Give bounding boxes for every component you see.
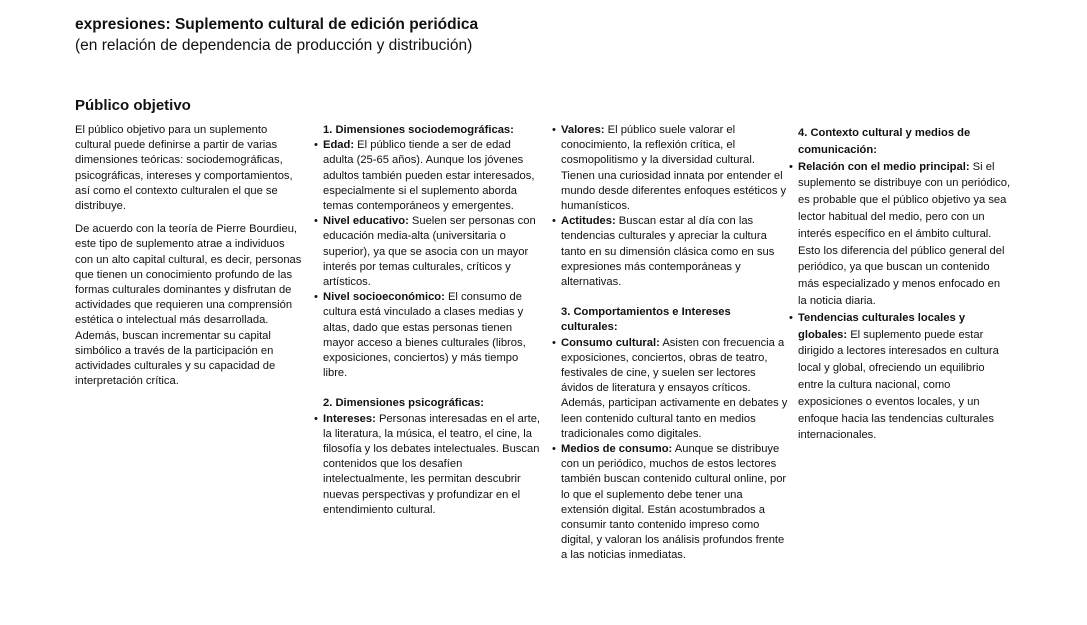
item-term: Consumo cultural: — [561, 336, 660, 349]
dimension-list — [552, 336, 788, 564]
list-item — [552, 214, 788, 290]
item-text: Buscan estar al día con las tendencias culturales y apreciar la cultura tanto en su dimensión clásica como en sus expresiones más contemporáneas y alternativas. — [561, 215, 775, 289]
item-term: Nivel socioeconómico: — [323, 291, 445, 304]
dimensions-column-2 — [552, 123, 788, 564]
list-item — [789, 159, 1011, 310]
item-term: Edad: — [323, 139, 355, 152]
spacer — [552, 290, 788, 305]
item-term: Actitudes: — [561, 215, 616, 228]
item-text: Personas interesadas en el arte, la literatura, la música, el teatro, el cine, la filosofía y los debates intelectuales. Buscan contenidos que los desafíen intelectualmente, les permitan descubrir nuevas perspectivas y profundizar en el entendimiento cultural. — [323, 412, 541, 516]
dimensions-column-1 — [314, 123, 542, 518]
brand-name: expresiones: — [75, 16, 171, 33]
dimension-list — [552, 123, 788, 290]
list-item — [314, 412, 542, 518]
list-item — [314, 290, 542, 381]
item-term: Intereses: — [323, 412, 376, 425]
item-text: Si el suplemento se distribuye con un periódico, es probable que el público objetivo ya sea lector habitual del medio, pero con un interés específico en el ámbito cultural. Esto los diferencia del público general del periódico, ya que buscan un contenido más especializado y menos enfocado en la noticia diaria. — [798, 160, 1011, 307]
dimension-list — [314, 138, 542, 381]
title-text: Suplemento cultural de edición periódica — [170, 16, 479, 33]
item-text: El consumo de cultura está vinculado a clases medias y altas, dado que estas personas tienen mayor acceso a bienes culturales (libros, exposiciones, conciertos) y más tiempo libre. — [323, 291, 526, 380]
list-item — [552, 336, 788, 442]
dimension-heading: 4. Contexto cultural y medios de comunicación: — [798, 127, 971, 156]
document-subtitle: (en relación de dependencia de producción y distribución) — [75, 37, 473, 54]
item-text: Asisten con frecuencia a exposiciones, conciertos, obras de teatro, festivales de cine, y suelen ser lectores ávidos de literatura y ensayos críticos. Además, participan activamente en debates y leen contenido cultural tanto en medios tradicionales como digitales. — [561, 336, 788, 440]
dimensions-column-3 — [789, 125, 1011, 444]
section-heading: Público objetivo — [75, 97, 191, 114]
intro-paragraph: El público objetivo para un suplemento cultural puede definirse a partir de varias dimensiones teóricas: sociodemográficas, psicográficas, intereses y comportamientos, así como el contexto culturalen el que se distribuye. — [75, 124, 293, 213]
item-term: Medios de consumo: — [561, 443, 673, 456]
item-term: Relación con el medio principal: — [798, 160, 970, 173]
spacer — [314, 381, 542, 396]
intro-column — [75, 123, 305, 397]
dimension-list — [789, 159, 1011, 445]
item-text: El público suele valorar el conocimiento, la reflexión crítica, el cosmopolitismo y la diversidad cultural. Tienen una curiosidad innata por entender el mundo desde diferentes enfoques estéticos y humanísticos. — [561, 124, 787, 213]
list-item — [552, 442, 788, 564]
item-term: Nivel educativo: — [323, 215, 409, 228]
item-term: Valores: — [561, 124, 605, 136]
list-item — [314, 214, 542, 290]
item-text: El público tiende a ser de edad adulta (25-65 años). Aunque los jóvenes adultos también pueden estar interesados, especialmente si el suplemento aborda temas contemporáneos y emergentes. — [323, 139, 535, 213]
document-title — [75, 14, 1055, 35]
item-text: Aunque se distribuye con un periódico, muchos de estos lectores también buscan contenido cultural online, por lo que el suplemento debe tener una extensión digital. Están acostumbrados a consumir tanto contenido impreso como digital, y valoran los análisis profundos frente a las noticias inmediatas. — [561, 443, 787, 562]
dimension-heading: 2. Dimensiones psicográficas: — [323, 397, 485, 410]
list-item — [314, 138, 542, 214]
document-header — [75, 14, 1055, 56]
dimension-list — [314, 412, 542, 518]
dimension-heading: 3. Comportamientos e Intereses culturales: — [561, 306, 731, 334]
item-text: Suelen ser personas con educación media-alta (universitaria o superior), ya que se asocia con un mayor interés por temas culturales, críticos y artísticos. — [323, 215, 536, 289]
dimension-heading: 1. Dimensiones sociodemográficas: — [323, 124, 514, 136]
list-item — [789, 310, 1011, 444]
item-term: Tendencias culturales locales y globales: — [798, 311, 966, 341]
list-item — [552, 123, 788, 214]
item-text: El suplemento puede estar dirigido a lectores interesados en cultura local y global, ofreciendo un equilibrio entre la cultura nacional, como exposiciones o eventos locales, y un enfoque hacia las tendencias culturales internacionales. — [798, 328, 999, 442]
intro-paragraph: De acuerdo con la teoría de Pierre Bourdieu, este tipo de suplemento atrae a individuos con un alto capital cultural, es decir, personas que tienen un conocimiento profundo de las formas culturales dominantes y disfrutan de actividades que requieren una comprensión estética o intelectual más desarrollada. Además, buscan incrementar su capital simbólico a través de la participación en actividades culturales y su capacidad de interpretación crítica. — [75, 223, 302, 388]
